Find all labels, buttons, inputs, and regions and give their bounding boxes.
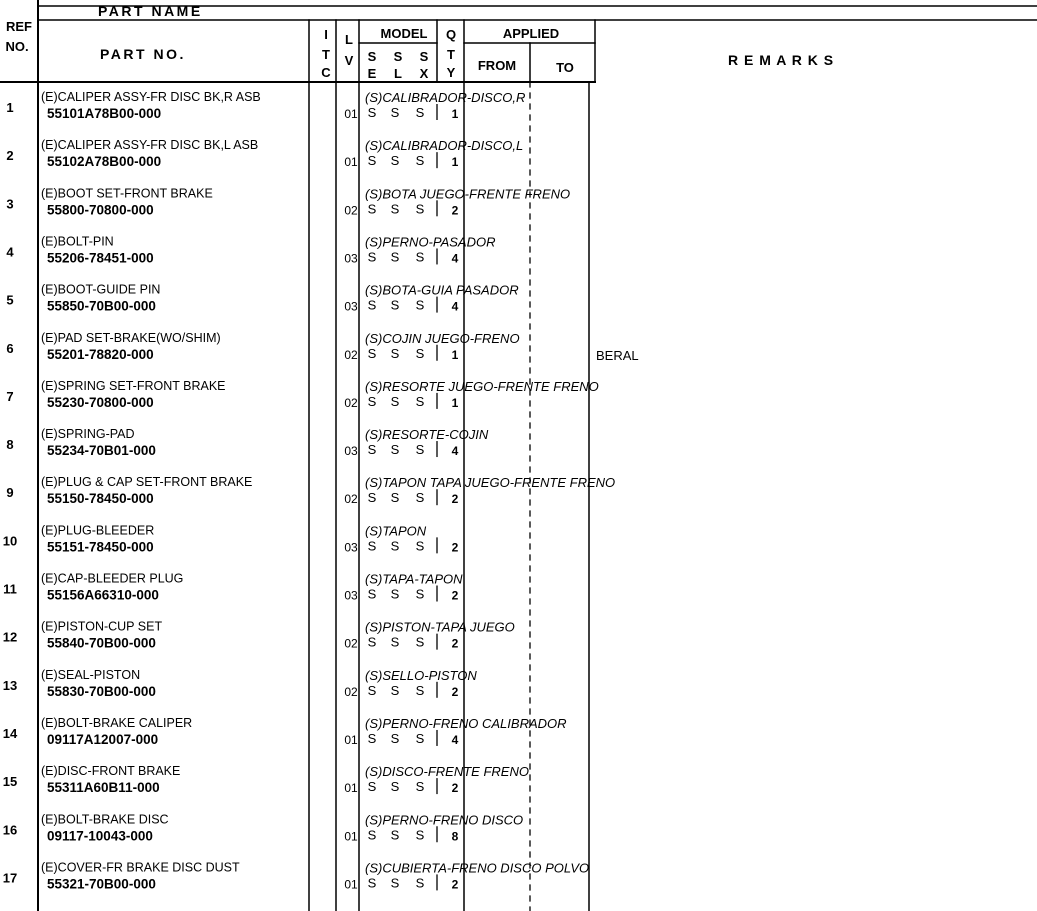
model-applicability: S bbox=[367, 442, 377, 458]
part-name: (E)PLUG & CAP SET-FRONT BRAKE bbox=[41, 475, 253, 490]
model-applicability: S bbox=[367, 634, 377, 650]
level-value: 03 bbox=[344, 540, 358, 555]
to-header: TO bbox=[556, 60, 574, 75]
qty-header: Q bbox=[445, 27, 457, 42]
ref-no-header: REF bbox=[6, 19, 32, 34]
spanish-description: (S)PERNO-FRENO DISCO bbox=[365, 812, 524, 828]
spanish-description: (S)BOTA-GUIA PASADOR bbox=[365, 282, 519, 298]
model-applicability: S bbox=[415, 201, 425, 217]
quantity: 8 bbox=[451, 829, 459, 844]
quantity: 1 bbox=[451, 395, 459, 410]
model-applicability: S bbox=[367, 586, 377, 602]
model-applicability: S bbox=[367, 345, 377, 361]
level-value: 01 bbox=[344, 829, 358, 844]
part-number: 55206-78451-000 bbox=[47, 250, 154, 266]
part-name-header: PART NAME bbox=[98, 3, 203, 19]
model-applicability: S bbox=[390, 153, 400, 169]
spanish-description: (S)CALIBRADOR-DISCO,L bbox=[365, 138, 524, 154]
model-applicability: S bbox=[390, 490, 400, 506]
part-number: 55800-70800-000 bbox=[47, 202, 154, 218]
model-applicability: S bbox=[367, 875, 377, 891]
level-value: 03 bbox=[344, 444, 358, 459]
ref-number: 2 bbox=[6, 148, 14, 164]
model-applicability: S bbox=[415, 586, 425, 602]
quantity: 2 bbox=[451, 636, 459, 651]
part-number: 55311A60B11-000 bbox=[47, 780, 160, 796]
quantity: 2 bbox=[451, 492, 459, 507]
part-number: 55830-70B00-000 bbox=[47, 683, 156, 699]
model-applicability: S bbox=[367, 827, 377, 843]
quantity: 2 bbox=[451, 684, 459, 699]
spanish-description: (S)RESORTE-COJIN bbox=[365, 427, 489, 443]
ref-number: 13 bbox=[2, 677, 18, 693]
model-applicability: S bbox=[367, 393, 377, 409]
remark-text: BERAL bbox=[596, 347, 639, 363]
part-name: (E)BOOT-GUIDE PIN bbox=[41, 282, 161, 297]
model-applicability: S bbox=[415, 105, 425, 120]
ref-number: 5 bbox=[6, 292, 14, 308]
ref-number: 6 bbox=[6, 340, 14, 356]
model-applicability: S bbox=[415, 538, 425, 554]
spanish-description: (S)RESORTE JUEGO-FRENTE FRENO bbox=[365, 378, 599, 394]
model-applicability: S bbox=[367, 201, 377, 217]
part-number: 55234-70B01-000 bbox=[47, 443, 156, 459]
part-number: 55156A66310-000 bbox=[47, 587, 159, 603]
spanish-description: (S)TAPON bbox=[365, 523, 427, 539]
itc-header: I bbox=[324, 27, 328, 42]
level-value: 02 bbox=[344, 636, 358, 651]
model-applicability: S bbox=[415, 345, 425, 361]
part-name: (E)BOLT-BRAKE CALIPER bbox=[41, 715, 193, 730]
ref-no-header: NO. bbox=[5, 39, 29, 54]
ref-number: 11 bbox=[3, 581, 17, 597]
part-name: (E)COVER-FR BRAKE DISC DUST bbox=[41, 860, 240, 875]
model-applicability: S bbox=[390, 730, 400, 746]
quantity: 1 bbox=[451, 347, 459, 362]
model-applicability: S bbox=[367, 538, 377, 554]
quantity: 1 bbox=[451, 155, 459, 170]
model-applicability: S bbox=[390, 442, 400, 458]
part-name: (E)BOLT-PIN bbox=[41, 234, 114, 249]
quantity: 2 bbox=[451, 203, 459, 218]
remarks-header: R E M A R K S bbox=[728, 52, 835, 68]
itc-header: C bbox=[321, 65, 331, 80]
part-name: (E)SEAL-PISTON bbox=[41, 667, 141, 682]
model-applicability: S bbox=[390, 105, 400, 120]
level-value: 01 bbox=[344, 732, 358, 747]
model-applicability: S bbox=[415, 827, 425, 843]
model-applicability: S bbox=[415, 249, 425, 265]
model-col-se: E bbox=[367, 66, 377, 81]
model-applicability: S bbox=[390, 538, 400, 554]
model-applicability: S bbox=[390, 393, 400, 409]
ref-number: 7 bbox=[6, 388, 14, 404]
level-value: 03 bbox=[344, 588, 358, 603]
model-applicability: S bbox=[415, 442, 425, 458]
level-value: 02 bbox=[344, 395, 358, 410]
ref-number: 16 bbox=[2, 822, 18, 838]
itc-header: T bbox=[322, 47, 330, 62]
lv-header: L bbox=[345, 32, 353, 47]
part-name: (E)DISC-FRONT BRAKE bbox=[41, 764, 181, 779]
ref-number: 1 bbox=[6, 100, 14, 115]
ref-number: 3 bbox=[6, 196, 14, 212]
model-applicability: S bbox=[390, 249, 400, 265]
part-name: (E)BOLT-BRAKE DISC bbox=[41, 812, 169, 827]
spanish-description: (S)PISTON-TAPA JUEGO bbox=[365, 619, 515, 635]
model-applicability: S bbox=[415, 153, 425, 169]
spanish-description: (S)PERNO-FRENO CALIBRADOR bbox=[365, 715, 567, 731]
spanish-description: (S)COJIN JUEGO-FRENO bbox=[365, 330, 520, 346]
model-applicability: S bbox=[415, 730, 425, 746]
ref-number: 17 bbox=[2, 870, 18, 886]
ref-number: 14 bbox=[2, 725, 18, 741]
part-name: (E)PLUG-BLEEDER bbox=[41, 523, 155, 538]
level-value: 01 bbox=[344, 781, 358, 796]
ref-number: 10 bbox=[2, 533, 18, 549]
part-number: 55321-70B00-000 bbox=[47, 876, 156, 892]
model-applicability: S bbox=[390, 682, 400, 698]
model-applicability: S bbox=[390, 875, 400, 891]
model-header: MODEL bbox=[380, 26, 428, 41]
spanish-description: (S)DISCO-FRENTE FRENO bbox=[365, 764, 529, 780]
model-applicability: S bbox=[415, 297, 425, 313]
quantity: 4 bbox=[451, 732, 459, 747]
model-col-sl: S bbox=[393, 49, 403, 64]
part-no-header: PART NO. bbox=[100, 46, 186, 62]
level-value: 02 bbox=[344, 684, 358, 699]
spanish-description: (S)CALIBRADOR-DISCO,R bbox=[365, 90, 526, 105]
model-applicability: S bbox=[367, 730, 377, 746]
level-value: 02 bbox=[344, 347, 358, 362]
quantity: 1 bbox=[451, 107, 459, 121]
ref-number: 15 bbox=[2, 774, 18, 790]
model-applicability: S bbox=[390, 586, 400, 602]
qty-header: Y bbox=[446, 65, 456, 80]
part-number: 55150-78450-000 bbox=[47, 491, 154, 507]
model-applicability: S bbox=[390, 201, 400, 217]
part-name: (E)BOOT SET-FRONT BRAKE bbox=[41, 186, 213, 201]
level-value: 01 bbox=[344, 155, 358, 170]
quantity: 2 bbox=[451, 540, 459, 555]
model-applicability: S bbox=[367, 682, 377, 698]
quantity: 4 bbox=[451, 299, 459, 314]
model-applicability: S bbox=[367, 249, 377, 265]
model-col-se: S bbox=[367, 49, 377, 64]
model-applicability: S bbox=[367, 779, 377, 795]
model-col-sx: X bbox=[419, 66, 429, 81]
part-number: 09117A12007-000 bbox=[47, 731, 159, 747]
model-col-sl: L bbox=[394, 66, 402, 81]
part-number: 55230-70800-000 bbox=[47, 394, 154, 410]
model-applicability: S bbox=[415, 875, 425, 891]
model-applicability: S bbox=[390, 634, 400, 650]
model-applicability: S bbox=[390, 297, 400, 313]
quantity: 2 bbox=[451, 781, 459, 796]
part-number: 55850-70B00-000 bbox=[47, 298, 156, 314]
qty-header: T bbox=[447, 47, 455, 62]
table-header bbox=[5, 3, 834, 81]
ref-number: 9 bbox=[6, 485, 14, 501]
ref-number: 12 bbox=[2, 629, 18, 645]
model-applicability: S bbox=[390, 345, 400, 361]
part-name: (E)CALIPER ASSY-FR DISC BK,L ASB bbox=[41, 138, 259, 153]
part-name: (E)SPRING-PAD bbox=[41, 427, 135, 442]
part-number: 55840-70B00-000 bbox=[47, 635, 156, 651]
ref-number: 8 bbox=[6, 437, 14, 453]
part-number: 55101A78B00-000 bbox=[47, 106, 162, 121]
from-header: FROM bbox=[477, 58, 517, 73]
parts-rows bbox=[3, 90, 639, 891]
applied-header: APPLIED bbox=[502, 26, 560, 41]
model-applicability: S bbox=[415, 634, 425, 650]
model-applicability: S bbox=[415, 779, 425, 795]
lv-header: V bbox=[344, 53, 354, 68]
model-applicability: S bbox=[390, 827, 400, 843]
spanish-description: (S)TAPA-TAPON bbox=[365, 571, 463, 587]
part-name: (E)CAP-BLEEDER PLUG bbox=[41, 571, 184, 586]
quantity: 2 bbox=[451, 877, 459, 892]
level-value: 02 bbox=[344, 492, 358, 507]
model-applicability: S bbox=[390, 779, 400, 795]
part-number: 55201-78820-000 bbox=[47, 346, 154, 362]
part-name: (E)PISTON-CUP SET bbox=[41, 619, 163, 634]
spanish-description: (S)TAPON TAPA JUEGO-FRENTE FRENO bbox=[365, 475, 616, 491]
level-value: 01 bbox=[344, 107, 358, 121]
part-number: 55102A78B00-000 bbox=[47, 154, 162, 170]
part-name: (E)CALIPER ASSY-FR DISC BK,R ASB bbox=[41, 90, 261, 104]
ref-number: 4 bbox=[6, 244, 14, 260]
model-applicability: S bbox=[367, 490, 377, 506]
part-number: 09117-10043-000 bbox=[47, 828, 153, 844]
part-number: 55151-78450-000 bbox=[47, 539, 154, 555]
model-applicability: S bbox=[415, 682, 425, 698]
quantity: 4 bbox=[451, 251, 459, 266]
model-applicability: S bbox=[415, 393, 425, 409]
quantity: 4 bbox=[451, 444, 459, 459]
quantity: 2 bbox=[451, 588, 459, 603]
level-value: 03 bbox=[344, 299, 358, 314]
model-applicability: S bbox=[415, 490, 425, 506]
spanish-description: (S)CUBIERTA-FRENO DISCO POLVO bbox=[365, 860, 590, 876]
level-value: 03 bbox=[344, 251, 358, 266]
model-col-sx: S bbox=[419, 49, 429, 64]
spanish-description: (S)PERNO-PASADOR bbox=[365, 234, 496, 250]
part-name: (E)SPRING SET-FRONT BRAKE bbox=[41, 378, 226, 393]
level-value: 02 bbox=[344, 203, 358, 218]
model-applicability: S bbox=[367, 153, 377, 169]
level-value: 01 bbox=[344, 877, 358, 892]
model-applicability: S bbox=[367, 105, 377, 120]
spanish-description: (S)SELLO-PISTON bbox=[365, 667, 477, 683]
model-applicability: S bbox=[367, 297, 377, 313]
part-name: (E)PAD SET-BRAKE(WO/SHIM) bbox=[41, 330, 221, 345]
spanish-description: (S)BOTA JUEGO-FRENTE FRENO bbox=[365, 186, 571, 202]
